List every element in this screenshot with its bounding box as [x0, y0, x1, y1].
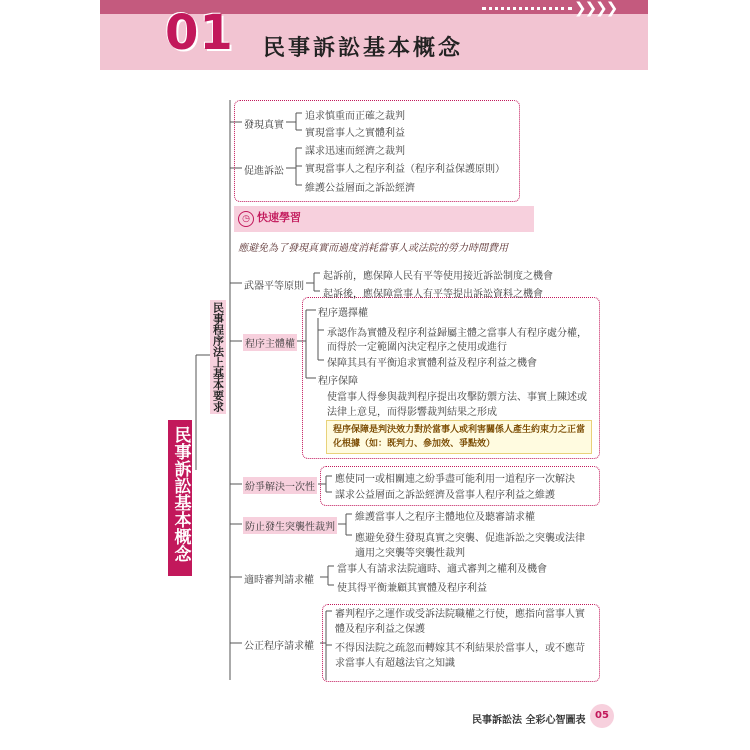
- fair-item-4: 求當事人有超越法官之知識: [335, 658, 455, 669]
- one-time-label: 紛爭解決一次性: [243, 477, 317, 494]
- timely-label: 適時審判請求權: [244, 575, 314, 586]
- note-line-1: 程序保障是判決效力對於當事人或利害關係人產生約束力之正當: [333, 425, 586, 435]
- equality-item-2: 起訴後，應保障當事人有平等提出訴訟資料之機會: [323, 289, 543, 300]
- surprise-label: 防止發生突襲性裁判: [243, 517, 337, 534]
- guarantee-label: 程序保障: [318, 376, 358, 387]
- discover-truth-label: 發現真實: [244, 120, 284, 131]
- promote-litigation-label: 促進訴訟: [244, 166, 284, 177]
- timely-item-2: 使其得平衡兼顧其實體及程序利益: [337, 583, 487, 594]
- subject-rights-label: 程序主體權: [243, 334, 297, 351]
- fair-label: 公正程序請求權: [244, 641, 314, 652]
- fair-item-1: 審判程序之運作或受訴法院職權之行使，應指向當事人實: [335, 609, 585, 620]
- guarantee-note: [326, 420, 592, 454]
- choice-item-1: 承認作為實體及程序利益歸屬主體之當事人有程序處分權，: [327, 328, 587, 339]
- surprise-item-3: 適用之突襲等突襲性裁判: [355, 548, 465, 559]
- promote-item-1: 謀求迅速而經濟之裁判: [305, 146, 405, 157]
- main-node-label: 民事訴訟基本概念: [170, 426, 191, 562]
- equality-item-1: 起訴前，應保障人民有平等使用接近訴訟制度之機會: [323, 271, 553, 282]
- footer-book-title: 民事訴訟法 全彩心智圖表: [472, 715, 586, 726]
- one-time-item-1: 應使同一或相關連之紛爭盡可能利用一道程序一次解決: [335, 474, 575, 485]
- quick-learn-text: 應避免為了發現真實而過度消耗當事人或法院的勞力時間費用: [238, 243, 508, 254]
- requirements-node: [210, 300, 226, 414]
- choice-label: 程序選擇權: [318, 308, 368, 319]
- requirements-node-label: 民事程序法上基本要求: [211, 302, 225, 412]
- promote-item-2: 實現當事人之程序利益（程序利益保護原則）: [305, 164, 505, 175]
- chapter-title: 民事訴訟基本概念: [263, 35, 464, 61]
- guarantee-item-1: 使當事人得參與裁判程序提出攻擊防禦方法、事實上陳述或: [327, 392, 587, 403]
- note-line-2: 化根據（如：既判力、參加效、爭點效）: [333, 439, 496, 449]
- main-node: [168, 420, 192, 576]
- choice-item-2: 而得於一定範圍內決定程序之使用或進行: [327, 342, 507, 353]
- timely-item-1: 當事人有請求法院適時、適式審判之權利及機會: [337, 564, 547, 575]
- header-arrows-icon: ❯❯❯❯: [574, 0, 617, 17]
- quick-learn-title: 快速學習: [257, 211, 301, 224]
- choice-item-3: 保障其具有平衡追求實體利益及程序利益之機會: [327, 358, 537, 369]
- surprise-item-2: 應避免發生發現真實之突襲、促進訴訟之突襲或法律: [355, 533, 585, 544]
- promote-item-3: 維護公益層面之訴訟經濟: [305, 183, 415, 194]
- surprise-item-1: 維護當事人之程序主體地位及聽審請求權: [355, 512, 535, 523]
- clock-icon: ◷: [238, 211, 254, 227]
- fair-item-3: 不得因法院之疏忽而轉嫁其不利結果於當事人，或不應苛: [335, 643, 585, 654]
- chapter-number: 01: [165, 5, 234, 61]
- equality-label: 武器平等原則: [244, 281, 304, 292]
- guarantee-item-2: 法律上意見，而得影響裁判結果之形成: [327, 407, 497, 418]
- page-number: 05: [590, 704, 614, 728]
- discover-truth-item-1: 追求慎重而正確之裁判: [305, 111, 405, 122]
- fair-item-2: 體及程序利益之保護: [335, 624, 425, 635]
- one-time-item-2: 謀求公益層面之訴訟經濟及當事人程序利益之維護: [335, 490, 555, 501]
- discover-truth-item-2: 實現當事人之實體利益: [305, 128, 405, 139]
